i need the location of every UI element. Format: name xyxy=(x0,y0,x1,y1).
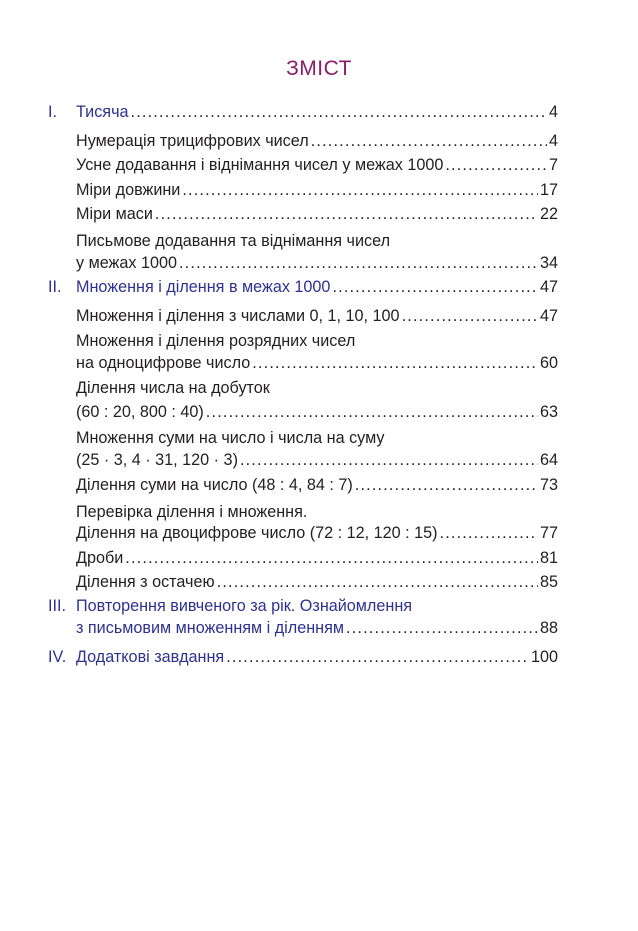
page-number: 81 xyxy=(539,549,558,567)
section-title-line: Повторення вивченого за рік. Ознайомлення xyxy=(76,597,413,615)
dot-leader xyxy=(182,179,538,201)
item-title: (60 : 20, 800 : 40) xyxy=(76,403,204,421)
item-title-line: Ділення числа на добуток xyxy=(76,379,270,397)
item-title: Міри довжини xyxy=(76,181,181,199)
page-number: 17 xyxy=(539,181,558,199)
dot-leader xyxy=(445,154,547,176)
section-number: IV. xyxy=(48,648,67,666)
section-title: Множення і ділення в межах 1000 xyxy=(76,278,331,296)
dot-leader xyxy=(440,522,538,544)
item-title-line: Письмове додавання та віднімання чисел xyxy=(76,232,391,250)
page-number: 63 xyxy=(539,403,558,421)
dot-leader xyxy=(402,305,538,327)
page-number: 47 xyxy=(539,278,558,296)
dot-leader xyxy=(226,646,529,668)
dot-leader xyxy=(131,101,547,123)
page-number: 77 xyxy=(539,524,558,542)
item-title-line: Множення і ділення розрядних чисел xyxy=(76,332,356,350)
page-number: 34 xyxy=(539,254,558,272)
item-title: Ділення на двоцифрове число (72 : 12, 120 : 15) xyxy=(76,524,438,542)
page-number: 22 xyxy=(539,205,558,223)
dot-leader xyxy=(252,352,538,374)
section-number: I. xyxy=(48,103,57,121)
item-title: Дроби xyxy=(76,549,124,567)
dot-leader xyxy=(155,203,538,225)
section-title: Додаткові завдання xyxy=(76,648,225,666)
item-title: Множення і ділення з числами 0, 1, 10, 100 xyxy=(76,307,400,325)
dot-leader xyxy=(179,252,538,274)
section-title: Тисяча xyxy=(76,103,129,121)
item-title: (25 · 3, 4 · 31, 120 · 3) xyxy=(76,451,238,469)
item-title: Нумерація трицифрових чисел xyxy=(76,132,309,150)
page-number: 47 xyxy=(539,307,558,325)
item-title-line: Множення суми на число і числа на суму xyxy=(76,429,385,447)
page-number: 85 xyxy=(539,573,558,591)
dot-leader xyxy=(125,547,538,569)
page-number: 88 xyxy=(539,619,558,637)
dot-leader xyxy=(346,617,538,639)
item-title: Ділення суми на число (48 : 4, 84 : 7) xyxy=(76,476,353,494)
section-number: III. xyxy=(48,597,66,615)
item-title: на одноцифрове число xyxy=(76,354,251,372)
page-number: 73 xyxy=(539,476,558,494)
dot-leader xyxy=(332,276,538,298)
page-number: 4 xyxy=(548,103,558,121)
page-number: 7 xyxy=(548,156,558,174)
dot-leader xyxy=(206,401,538,423)
page-number: 100 xyxy=(530,648,558,666)
dot-leader xyxy=(217,571,538,593)
dot-leader xyxy=(240,449,538,471)
item-title: Міри маси xyxy=(76,205,153,223)
dot-leader xyxy=(311,130,547,152)
page-number: 4 xyxy=(548,132,558,150)
item-title: Ділення з остачею xyxy=(76,573,215,591)
item-title: у межах 1000 xyxy=(76,254,177,272)
section-number: II. xyxy=(48,278,62,296)
item-title: Усне додавання і віднімання чисел у межах 1000 xyxy=(76,156,444,174)
section-title: з письмовим множенням і діленням xyxy=(76,619,345,637)
dot-leader xyxy=(355,474,538,496)
page-title: ЗМІСТ xyxy=(286,57,352,80)
page-number: 64 xyxy=(539,451,558,469)
item-title-line: Перевірка ділення і множення. xyxy=(76,503,308,521)
page-number: 60 xyxy=(539,354,558,372)
